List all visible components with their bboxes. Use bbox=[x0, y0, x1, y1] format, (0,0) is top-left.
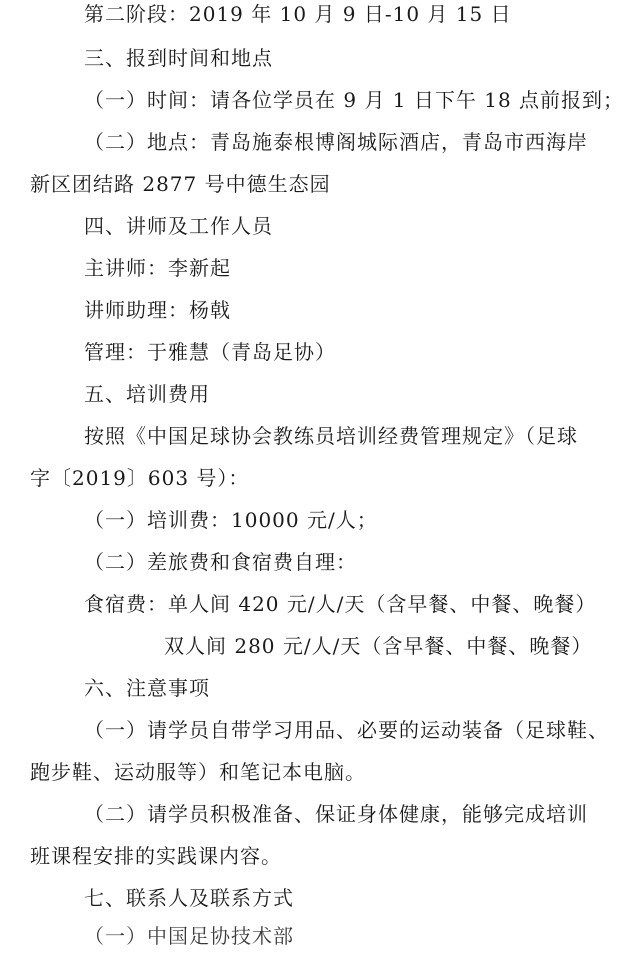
assistant-line: 讲师助理：杨戟 bbox=[84, 298, 231, 322]
phase-two-line: 第二阶段：2019 年 10 月 9 日-10 月 15 日 bbox=[84, 2, 512, 26]
notice-item-2-line-1: （二）请学员积极准备、保证身体健康，能够完成培训 bbox=[84, 802, 588, 826]
lodging-double-line: 双人间 280 元/人/天（含早餐、中餐、晚餐） bbox=[164, 634, 593, 658]
section-7-heading: 七、联系人及联系方式 bbox=[84, 886, 294, 910]
fee-basis-line-2: 字〔2019〕603 号）： bbox=[30, 466, 250, 490]
lecturer-line: 主讲师：李新起 bbox=[84, 256, 231, 280]
section-4-heading: 四、讲师及工作人员 bbox=[84, 214, 273, 238]
section-3-item-2-line-2: 新区团结路 2877 号中德生态园 bbox=[30, 172, 331, 196]
lodging-single-line: 食宿费：单人间 420 元/人/天（含早餐、中餐、晚餐） bbox=[84, 592, 597, 616]
training-fee-line: （一）培训费：10000 元/人； bbox=[84, 508, 378, 532]
notice-item-1-line-2: 跑步鞋、运动服等）和笔记本电脑。 bbox=[30, 760, 366, 784]
section-5-heading: 五、培训费用 bbox=[84, 382, 210, 406]
section-6-heading: 六、注意事项 bbox=[84, 676, 210, 700]
notice-item-2-line-2: 班课程安排的实践课内容。 bbox=[30, 844, 282, 868]
fee-basis-line-1: 按照《中国足球协会教练员培训经费管理规定》（足球 bbox=[84, 424, 578, 448]
section-3-heading: 三、报到时间和地点 bbox=[84, 46, 273, 70]
section-3-item-2-line-1: （二）地点：青岛施泰根博阁城际酒店，青岛市西海岸 bbox=[84, 130, 588, 154]
management-line: 管理：于雅慧（青岛足协） bbox=[84, 340, 336, 364]
contact-item-1: （一）中国足协技术部 bbox=[84, 924, 294, 948]
notice-item-1-line-1: （一）请学员自带学习用品、必要的运动装备（足球鞋、 bbox=[84, 718, 609, 742]
travel-lodging-line: （二）差旅费和食宿费自理： bbox=[84, 550, 357, 574]
section-3-item-1: （一）时间：请各位学员在 9 月 1 日下午 18 点前报到； bbox=[84, 88, 625, 112]
